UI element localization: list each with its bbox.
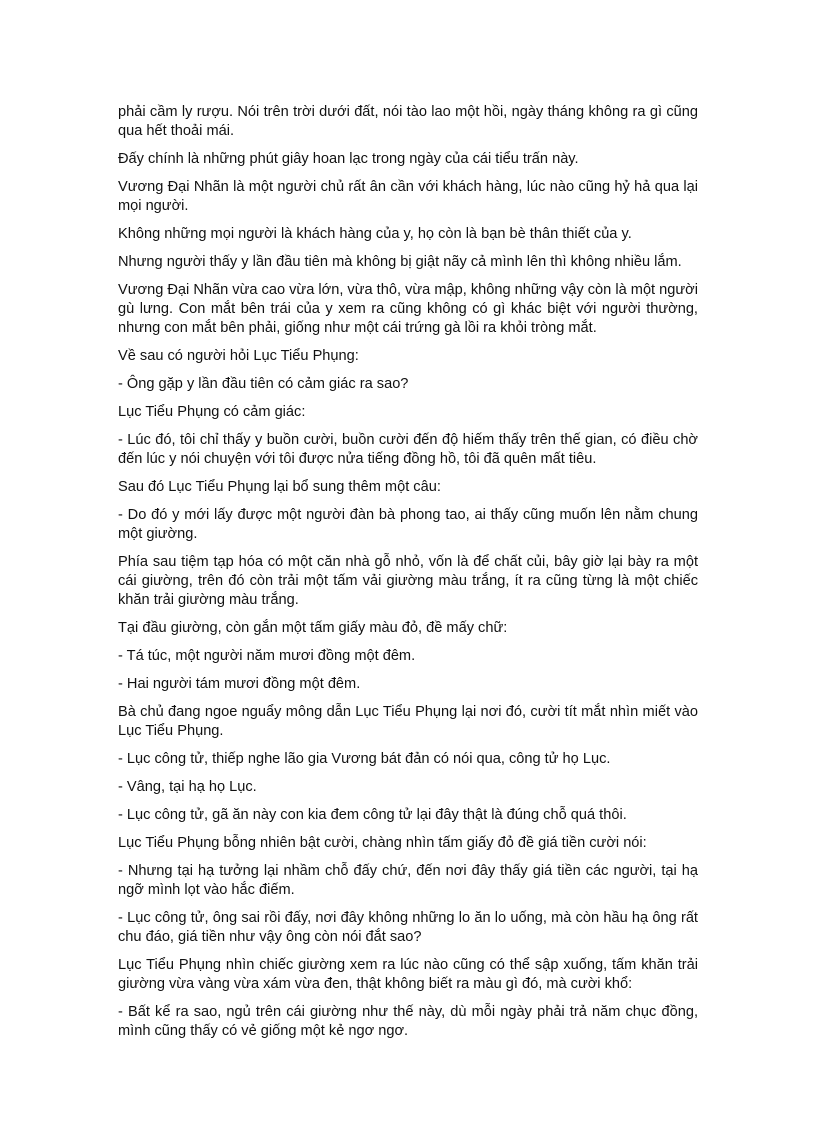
paragraph: Phía sau tiệm tạp hóa có một căn nhà gỗ nhỏ, vốn là để chất củi, bây giờ lại bày ra một cái giường, trên đó còn trải một tấm vải giường màu trắng, ít ra cũng từng là một chiếc khăn trải giường màu trắng. xyxy=(118,554,698,608)
paragraph: Bà chủ đang ngoe nguẩy mông dẫn Lục Tiểu Phụng lại nơi đó, cười tít mắt nhìn miết vào Lục Tiểu Phụng. xyxy=(118,704,698,739)
paragraph: Đấy chính là những phút giây hoan lạc trong ngày của cái tiểu trấn này. xyxy=(118,151,579,167)
dialogue-line: - Bất kể ra sao, ngủ trên cái giường như thế này, dù mỗi ngày phải trả năm chục đồng, mình cũng thấy có vẻ giống một kẻ ngơ ngơ. xyxy=(118,1004,698,1039)
paragraph: Vương Đại Nhãn là một người chủ rất ân cần với khách hàng, lúc nào cũng hỷ hả qua lại mọi người. xyxy=(118,179,698,214)
dialogue-line: - Do đó y mới lấy được một người đàn bà phong tao, ai thấy cũng muốn lên nằm chung một giường. xyxy=(118,507,698,542)
paragraph: Vương Đại Nhãn vừa cao vừa lớn, vừa thô, vừa mập, không những vậy còn là một người gù lưng. Con mắt bên trái của y xem ra cũng không có gì khác biệt với người thường, nhưng con mắt bên phải, giống như một cái trứng gà lồi ra khỏi tròng mắt. xyxy=(118,282,698,336)
dialogue-line: - Vâng, tại hạ họ Lục. xyxy=(118,779,257,795)
paragraph: Nhưng người thấy y lần đầu tiên mà không bị giật nãy cả mình lên thì không nhiều lắm. xyxy=(118,254,682,270)
dialogue-line: - Lục công tử, ông sai rồi đấy, nơi đây không những lo ăn lo uống, mà còn hầu hạ ông rất chu đáo, giá tiền như vậy ông còn nói đắt sao? xyxy=(118,910,698,945)
document-body xyxy=(118,103,698,1050)
paragraph: Lục Tiểu Phụng có cảm giác: xyxy=(118,404,306,420)
paragraph: Không những mọi người là khách hàng của y, họ còn là bạn bè thân thiết của y. xyxy=(118,226,632,242)
dialogue-line: - Lục công tử, gã ăn này con kia đem công tử lại đây thật là đúng chỗ quá thôi. xyxy=(118,807,627,823)
paragraph: Về sau có người hỏi Lục Tiểu Phụng: xyxy=(118,348,359,364)
dialogue-line: - Tá túc, một người năm mươi đồng một đêm. xyxy=(118,648,416,664)
paragraph: Lục Tiểu Phụng nhìn chiếc giường xem ra lúc nào cũng có thể sập xuống, tấm khăn trải giường vừa vàng vừa xám vừa đen, thật không biết ra màu gì đó, mà cười khổ: xyxy=(118,957,698,992)
paragraph: phải cầm ly rượu. Nói trên trời dưới đất, nói tào lao một hồi, ngày tháng không ra gì cũng qua hết thoải mái. xyxy=(118,104,698,139)
dialogue-line: - Lục công tử, thiếp nghe lão gia Vương bát đản có nói qua, công tử họ Lục. xyxy=(118,751,611,767)
paragraph: Lục Tiểu Phụng bỗng nhiên bật cười, chàng nhìn tấm giấy đỏ đề giá tiền cười nói: xyxy=(118,835,647,851)
dialogue-line: - Nhưng tại hạ tưởng lại nhầm chỗ đấy chứ, đến nơi đây thấy giá tiền các người, tại hạ ngỡ mình lọt vào hắc điếm. xyxy=(118,863,698,898)
paragraph: Sau đó Lục Tiểu Phụng lại bổ sung thêm một câu: xyxy=(118,479,441,495)
paragraph: Tại đầu giường, còn gắn một tấm giấy màu đỏ, đề mấy chữ: xyxy=(118,620,508,636)
dialogue-line: - Ông gặp y lần đầu tiên có cảm giác ra sao? xyxy=(118,376,409,392)
dialogue-line: - Lúc đó, tôi chỉ thấy y buồn cười, buồn cười đến độ hiếm thấy trên thế gian, có điều chờ đến lúc y nói chuyện với tôi được nửa tiếng đồng hồ, tôi đã quên mất tiêu. xyxy=(118,432,698,467)
dialogue-line: - Hai người tám mươi đồng một đêm. xyxy=(118,676,361,692)
